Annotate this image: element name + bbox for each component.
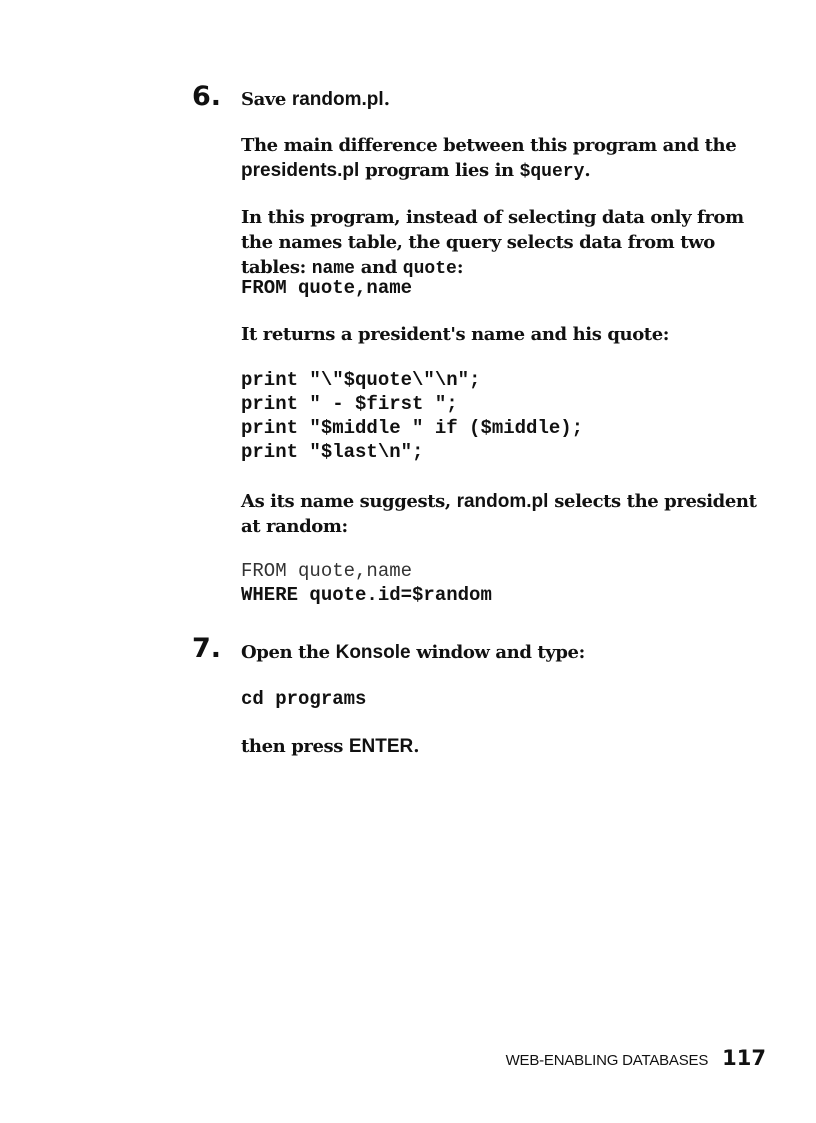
step-6-title-filename: random.pl — [291, 89, 384, 110]
inline-code-name: name — [311, 259, 355, 279]
code-block-where — [241, 559, 781, 607]
page-number: 117 — [722, 1046, 766, 1070]
filename-random: random.pl — [456, 491, 549, 512]
page-footer — [506, 1046, 766, 1070]
step-6-title-prefix: Save — [241, 89, 292, 110]
running-footer-title: WEB-ENABLING DATABASES — [505, 1052, 709, 1069]
inline-code-query: $query — [519, 162, 585, 182]
code-line: print "$middle " if ($middle); — [241, 417, 584, 439]
code-line: FROM quote,name — [241, 277, 413, 299]
code-line: FROM quote,name — [241, 560, 413, 582]
code-line: cd programs — [241, 688, 367, 710]
code-block-cd — [241, 687, 781, 711]
code-block-from — [241, 276, 781, 300]
paragraph-text: As its name suggests, — [241, 491, 457, 512]
code-line: WHERE quote.id=$random — [241, 584, 492, 606]
code-block-print — [241, 368, 781, 464]
paragraph-text: : — [456, 257, 464, 278]
paragraph-text: then press — [241, 736, 349, 757]
paragraph-text: selects the president at random: — [241, 491, 757, 537]
step-7-number: 7. — [192, 633, 222, 664]
paragraph-text: and — [354, 257, 403, 278]
step-7-title — [241, 641, 781, 665]
step-6-title-suffix: . — [383, 89, 390, 110]
paragraph-returns-quote: It returns a president's name and his quote: — [241, 324, 670, 345]
inline-code-quote: quote — [402, 259, 457, 279]
step-6-number: 6. — [192, 81, 222, 112]
filename-presidents: presidents.pl — [241, 160, 360, 181]
step-7-title-suffix: window and type: — [410, 642, 585, 663]
paragraph-text: In this program, instead of selecting data only from the names table, the query selects data from two tables: — [241, 207, 744, 278]
code-line: print "\"$quote\"\n"; — [241, 369, 481, 391]
paragraph-press-enter — [241, 734, 781, 759]
code-line: print " - $first "; — [241, 393, 458, 415]
step-7-title-prefix: Open the — [241, 642, 336, 663]
app-name-konsole: Konsole — [335, 642, 411, 663]
paragraph-random-selection — [241, 489, 781, 539]
paragraph-text: . — [413, 736, 420, 757]
paragraph-text: program lies in — [359, 160, 520, 181]
code-line: print "$last\n"; — [241, 441, 424, 463]
paragraph-text: The main difference between this program and the — [241, 135, 737, 156]
step-6-title — [241, 88, 781, 112]
paragraph-text: . — [584, 160, 591, 181]
key-enter: ENTER — [348, 736, 414, 757]
paragraph-main-difference — [241, 133, 781, 185]
paragraph-two-tables — [241, 205, 781, 282]
